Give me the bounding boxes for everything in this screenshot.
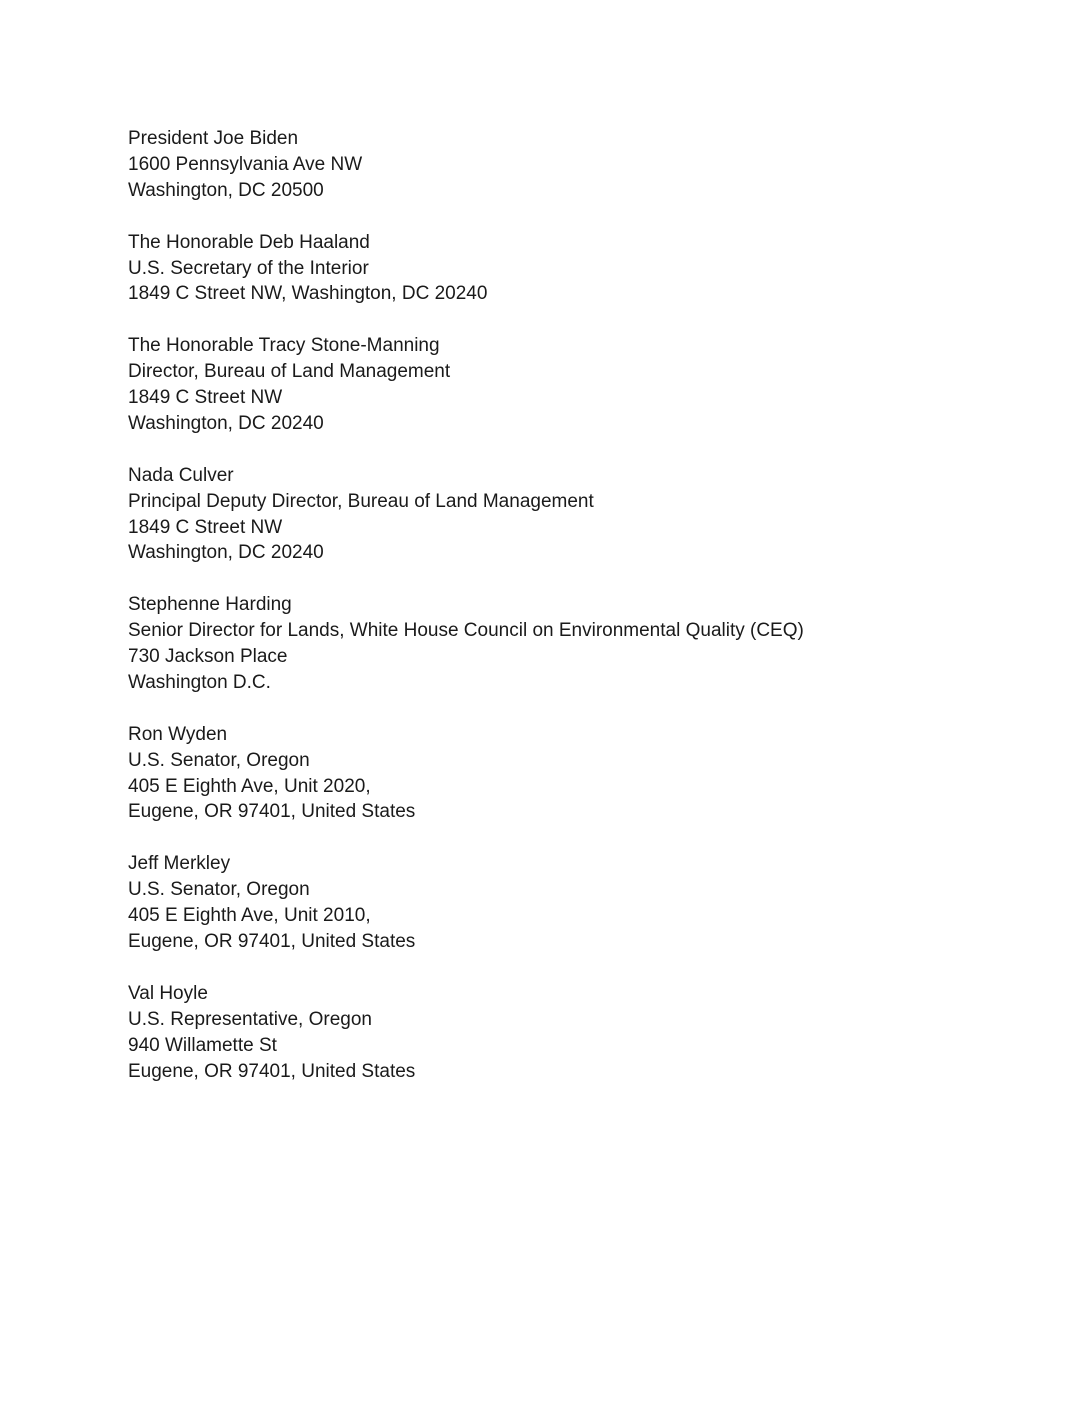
address-line: 1600 Pennsylvania Ave NW (128, 153, 363, 175)
address-line: 730 Jackson Place (128, 646, 288, 668)
address-block-merkley (128, 851, 1028, 955)
address-line: 940 Willamette St (128, 1034, 277, 1056)
address-line: Washington, DC 20500 (128, 179, 324, 201)
address-line: 405 E Eighth Ave, Unit 2010, (128, 905, 371, 927)
recipient-title: Director, Bureau of Land Management (128, 361, 451, 383)
recipient-name: The Honorable Tracy Stone-Manning (128, 335, 440, 357)
address-block-hoyle (128, 981, 1028, 1085)
address-line: Eugene, OR 97401, United States (128, 931, 416, 952)
address-line: Washington, DC 20240 (128, 412, 324, 434)
address-line: 1849 C Street NW, Washington, DC 20240 (128, 283, 488, 305)
recipient-name: President Joe Biden (128, 128, 299, 149)
recipient-title: U.S. Secretary of the Interior (128, 257, 369, 279)
address-line: Washington D.C. (128, 671, 271, 693)
address-block-culver (128, 463, 1028, 567)
recipient-address-list (128, 126, 1028, 1110)
address-line: Eugene, OR 97401, United States (128, 1060, 416, 1082)
address-line: 405 E Eighth Ave, Unit 2020, (128, 775, 371, 797)
recipient-name: Nada Culver (128, 464, 234, 486)
recipient-name: Ron Wyden (128, 723, 228, 745)
address-block-harding (128, 592, 1028, 696)
recipient-title: Senior Director for Lands, White House Council on Environmental Quality (CEQ) (128, 620, 804, 642)
address-block-stone-manning (128, 333, 1028, 437)
address-line: 1849 C Street NW (128, 516, 283, 538)
recipient-title: U.S. Senator, Oregon (128, 879, 310, 901)
address-block-biden (128, 126, 1028, 204)
recipient-title: U.S. Representative, Oregon (128, 1008, 372, 1030)
address-block-wyden (128, 722, 1028, 826)
recipient-name: Val Hoyle (128, 982, 208, 1004)
recipient-title: U.S. Senator, Oregon (128, 749, 310, 771)
address-block-haaland (128, 230, 1028, 308)
recipient-name: Stephenne Harding (128, 594, 292, 616)
address-line: Washington, DC 20240 (128, 542, 324, 564)
recipient-title: Principal Deputy Director, Bureau of Land Management (128, 490, 594, 512)
recipient-name: The Honorable Deb Haaland (128, 231, 370, 253)
recipient-name: Jeff Merkley (128, 853, 231, 875)
address-line: Eugene, OR 97401, United States (128, 801, 416, 823)
address-line: 1849 C Street NW (128, 387, 283, 409)
